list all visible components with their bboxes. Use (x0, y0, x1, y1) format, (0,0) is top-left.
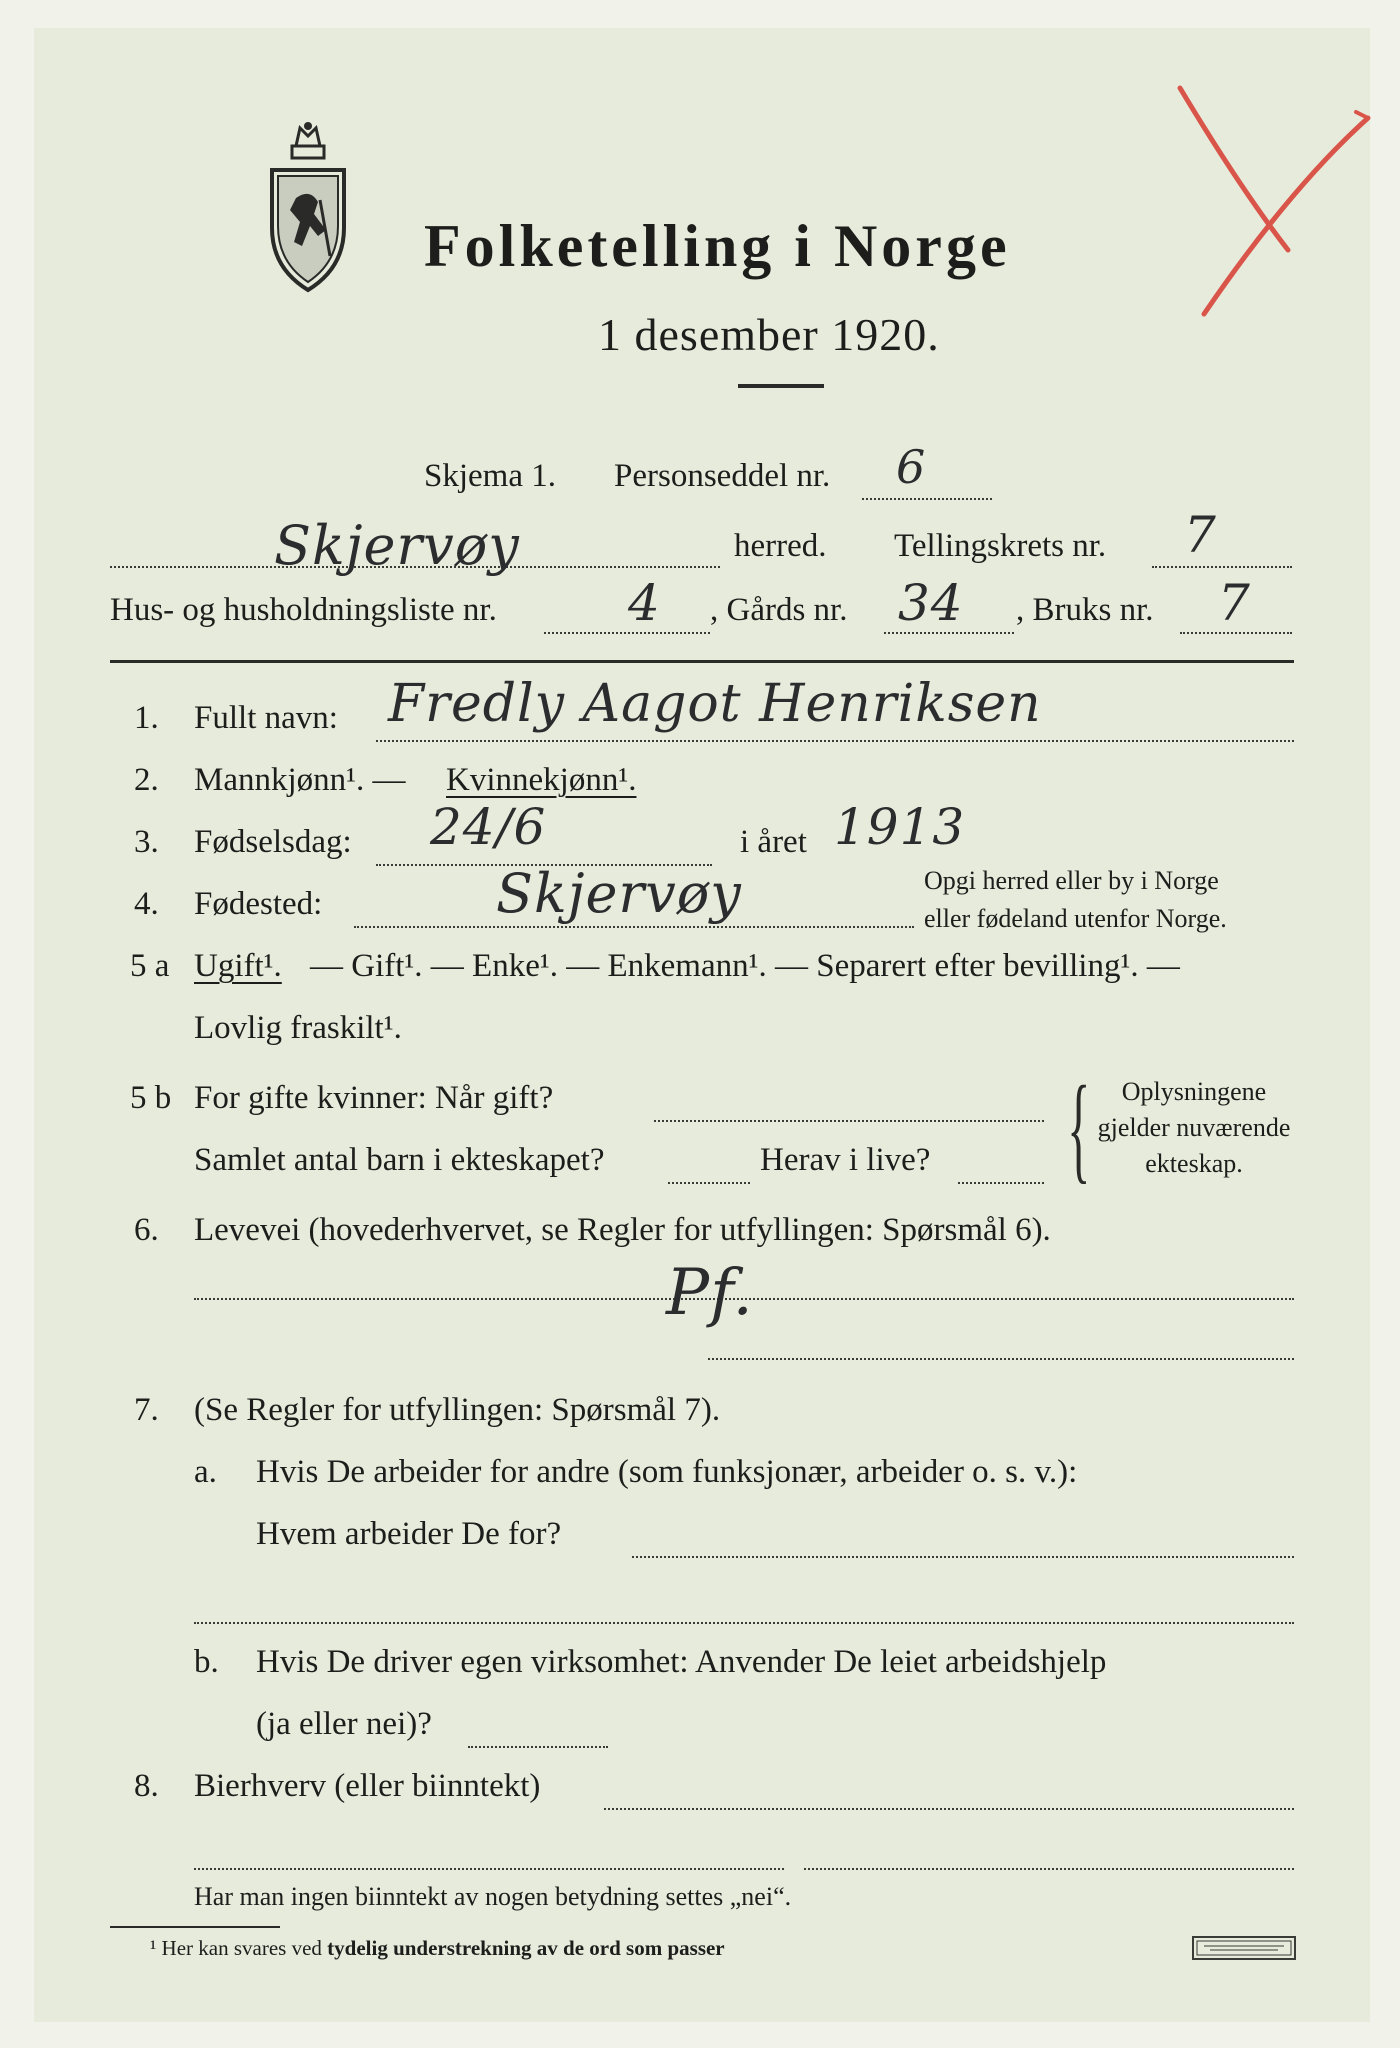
q1-number: 1. (134, 700, 159, 736)
personseddel-label: Personseddel nr. (614, 458, 831, 494)
gaards-field-line (884, 632, 1014, 634)
q5b-note-line2: gjelder nuværende (1097, 1113, 1291, 1142)
q6-number: 6. (134, 1212, 159, 1248)
gaards-label: , Gårds nr. (710, 592, 848, 628)
q7a-field-line-2 (194, 1622, 1294, 1624)
tellingskrets-field-line (1152, 566, 1292, 568)
q7-number: 7. (134, 1392, 159, 1428)
q5b-number: 5 b (130, 1080, 172, 1116)
q5b-barn-field-line (668, 1182, 750, 1184)
bruks-label: , Bruks nr. (1016, 592, 1154, 628)
q5b-label2: Samlet antal barn i ekteskapet? (194, 1142, 605, 1178)
herred-value: Skjervøy (274, 514, 520, 577)
q4-field-line (354, 926, 914, 928)
q4-note-line1: Opgi herred eller by i Norge (924, 866, 1219, 895)
husliste-field-line (544, 632, 710, 634)
q2-mann: Mannkjønn¹. — (194, 762, 406, 798)
form-date: 1 desember 1920. (598, 309, 940, 360)
herred-label: herred. (734, 528, 827, 564)
q3-year-label: i året (740, 824, 807, 860)
q7b-field-line (468, 1746, 608, 1748)
bruks-value: 7 (1218, 574, 1251, 632)
q1-value: Fredly Aagot Henriksen (388, 674, 1042, 734)
bruks-field-line (1180, 632, 1292, 634)
q7b-text2: (ja eller nei)? (256, 1706, 432, 1742)
q7-label: (Se Regler for utfyllingen: Spørsmål 7). (194, 1392, 721, 1428)
q7a-letter: a. (194, 1454, 217, 1490)
q2-number: 2. (134, 762, 159, 798)
q6-value: Pf. (666, 1256, 754, 1330)
q4-label: Fødested: (194, 886, 323, 922)
footnote-text: Her kan svares ved (161, 1936, 322, 1960)
q5a-number: 5 a (130, 948, 170, 984)
q6-label: Levevei (hovederhvervet, se Regler for utfyllingen: Spørsmål 6). (194, 1212, 1051, 1248)
q4-note-line2: eller fødeland utenfor Norge. (924, 904, 1227, 933)
q3-year-value: 1913 (834, 798, 966, 856)
personseddel-field-line (862, 498, 992, 500)
q5b-label3: Herav i live? (760, 1142, 931, 1178)
q7b-text: Hvis De driver egen virksomhet: Anvender De leiet arbeidshjelp (256, 1644, 1107, 1680)
title-divider (738, 384, 824, 388)
biinntekt-note: Har man ingen biinntekt av nogen betydning settes „nei“. (194, 1882, 792, 1911)
q3-day-value: 24/6 (430, 798, 547, 856)
red-x-mark-icon (1170, 78, 1384, 328)
coat-of-arms-icon (266, 118, 350, 298)
q5b-note-line1: Oplysningene (1121, 1077, 1267, 1106)
personseddel-value: 6 (896, 440, 927, 494)
q5b-gift-field-line (654, 1120, 1044, 1122)
header-divider (110, 660, 1294, 663)
q7a-text2: Hvem arbeider De for? (256, 1516, 562, 1552)
census-form (34, 28, 1370, 2022)
printer-stamp-icon (1192, 1936, 1296, 1960)
husliste-label: Hus- og husholdningsliste nr. (110, 592, 497, 628)
footnote (150, 1936, 725, 1961)
q5b-label1: For gifte kvinner: Når gift? (194, 1080, 554, 1116)
q4-value: Skjervøy (496, 862, 742, 925)
q6-field-line-2 (708, 1358, 1294, 1360)
q1-field-line (376, 740, 1294, 742)
gaards-value: 34 (898, 574, 964, 632)
q5a-options: — Gift¹. — Enke¹. — Enkemann¹. — Separert efter bevilling¹. — (310, 948, 1180, 984)
form-title: Folketelling i Norge (424, 213, 1011, 279)
tellingskrets-label: Tellingskrets nr. (894, 528, 1107, 564)
q5a-line2: Lovlig fraskilt¹. (194, 1010, 402, 1046)
q3-label: Fødselsdag: (194, 824, 352, 860)
q3-number: 3. (134, 824, 159, 860)
q5b-note (1074, 1074, 1314, 1182)
q8-field-line-2 (194, 1868, 784, 1870)
q7a-text: Hvis De arbeider for andre (som funksjonær, arbeider o. s. v.): (256, 1454, 1078, 1490)
q1-label: Fullt navn: (194, 700, 338, 736)
footnote-number: ¹ (150, 1936, 157, 1960)
q7b-letter: b. (194, 1644, 219, 1680)
q8-label: Bierhverv (eller biinntekt) (194, 1768, 541, 1804)
q4-number: 4. (134, 886, 159, 922)
husliste-value: 4 (628, 574, 661, 632)
q8-number: 8. (134, 1768, 159, 1804)
schema-label: Skjema 1. (424, 458, 556, 494)
q5a-ugift: Ugift¹. (194, 948, 282, 984)
tellingskrets-value: 7 (1184, 506, 1217, 564)
q5b-note-line3: ekteskap. (1145, 1149, 1243, 1178)
q5b-live-field-line (958, 1182, 1044, 1184)
q4-note (924, 862, 1227, 938)
q8-field-line-3 (804, 1868, 1294, 1870)
q8-field-line-1 (604, 1808, 1294, 1810)
q2-kvinne: Kvinnekjønn¹. (446, 762, 637, 798)
footnote-bold-text: tydelig understrekning av de ord som passer (327, 1936, 725, 1960)
footnote-divider (110, 1926, 280, 1928)
q7a-field-line-1 (632, 1556, 1294, 1558)
q5b-brace: { (1067, 1061, 1091, 1194)
